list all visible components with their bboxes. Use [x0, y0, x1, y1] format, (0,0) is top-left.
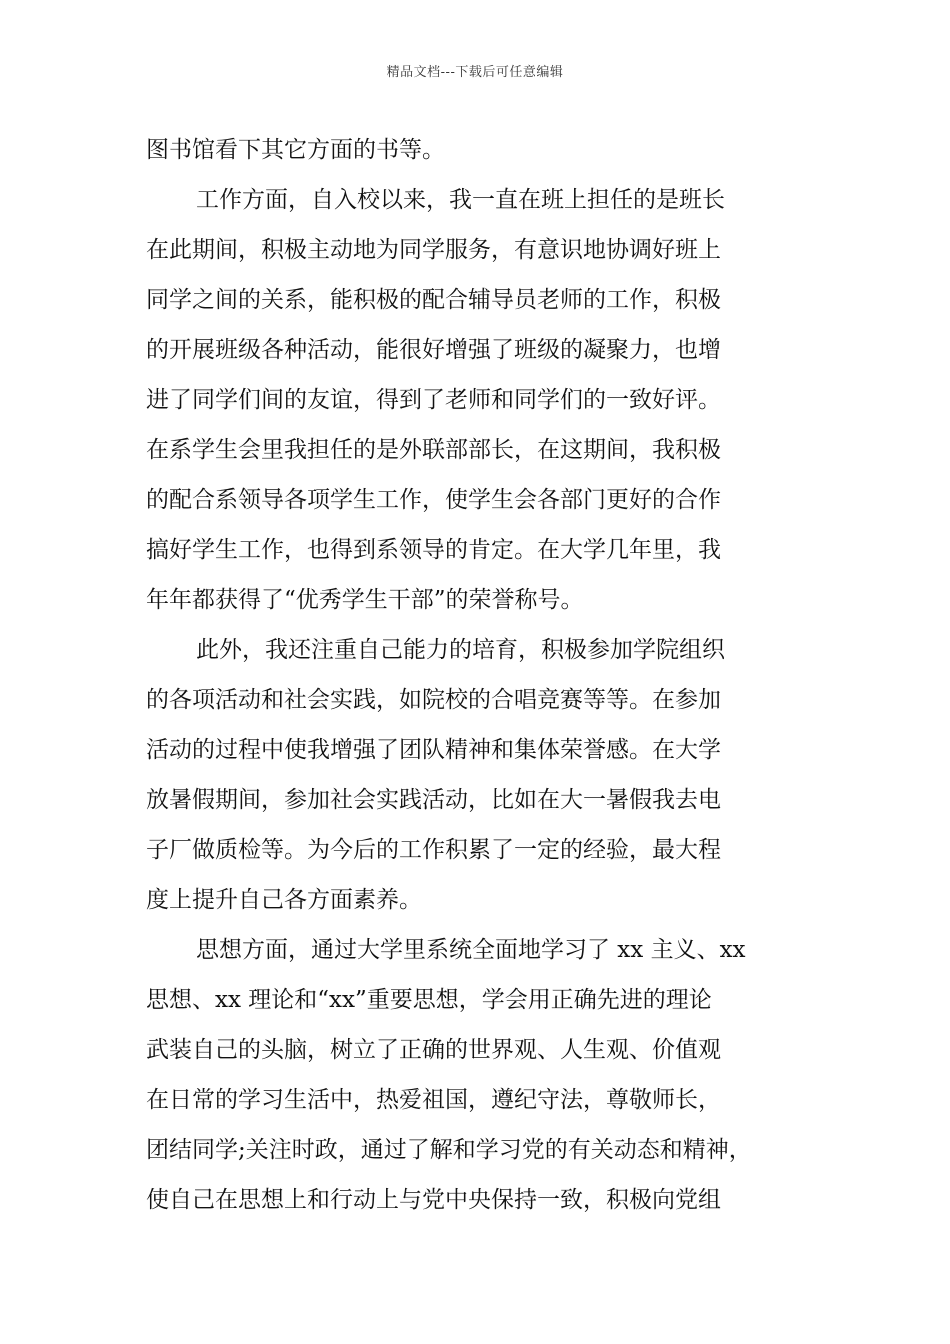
page-header: 精品文档---下载后可任意编辑 [386, 65, 564, 80]
paragraph-start-line: 工作方面，自入校以来，我一直在班上担任的是班长 [196, 187, 725, 213]
paragraph-start-line: 思想方面，通过大学里系统全面地学习了 xx 主义、xx [196, 937, 746, 963]
text-line: 度上提升自己各方面素养。 [146, 887, 422, 913]
text-line: 子厂做质检等。为今后的工作积累了一定的经验，最大程 [146, 837, 721, 863]
text-line: 思想、xx 理论和“xx”重要思想，学会用正确先进的理论 [146, 987, 712, 1013]
text-line: 的配合系领导各项学生工作，使学生会各部门更好的合作 [146, 487, 721, 513]
text-line: 在此期间，积极主动地为同学服务，有意识地协调好班上 [146, 237, 721, 263]
text-line: 在日常的学习生活中，热爱祖国，遵纪守法，尊敬师长， [146, 1087, 721, 1113]
text-line: 团结同学;关注时政，通过了解和学习党的有关动态和精神， [146, 1137, 752, 1163]
text-line: 放暑假期间，参加社会实践活动，比如在大一暑假我去电 [146, 787, 721, 813]
text-line: 使自己在思想上和行动上与党中央保持一致，积极向党组 [146, 1187, 721, 1213]
text-line: 同学之间的关系，能积极的配合辅导员老师的工作，积极 [146, 287, 721, 313]
text-line: 进了同学们间的友谊，得到了老师和同学们的一致好评。 [146, 387, 721, 413]
text-line: 图书馆看下其它方面的书等。 [146, 137, 445, 163]
text-line: 活动的过程中使我增强了团队精神和集体荣誉感。在大学 [146, 737, 721, 763]
paragraph-start-line: 此外，我还注重自己能力的培育，积极参加学院组织 [196, 637, 725, 663]
text-line: 在系学生会里我担任的是外联部部长，在这期间，我积极 [146, 437, 721, 463]
text-line: 的开展班级各种活动，能很好增强了班级的凝聚力，也增 [146, 337, 721, 363]
text-line: 武装自己的头脑，树立了正确的世界观、人生观、价值观 [146, 1037, 721, 1063]
text-line: 的各项活动和社会实践，如院校的合唱竞赛等等。在参加 [146, 687, 721, 713]
text-line: 搞好学生工作，也得到系领导的肯定。在大学几年里，我 [146, 537, 721, 563]
text-line: 年年都获得了“优秀学生干部”的荣誉称号。 [146, 587, 584, 613]
